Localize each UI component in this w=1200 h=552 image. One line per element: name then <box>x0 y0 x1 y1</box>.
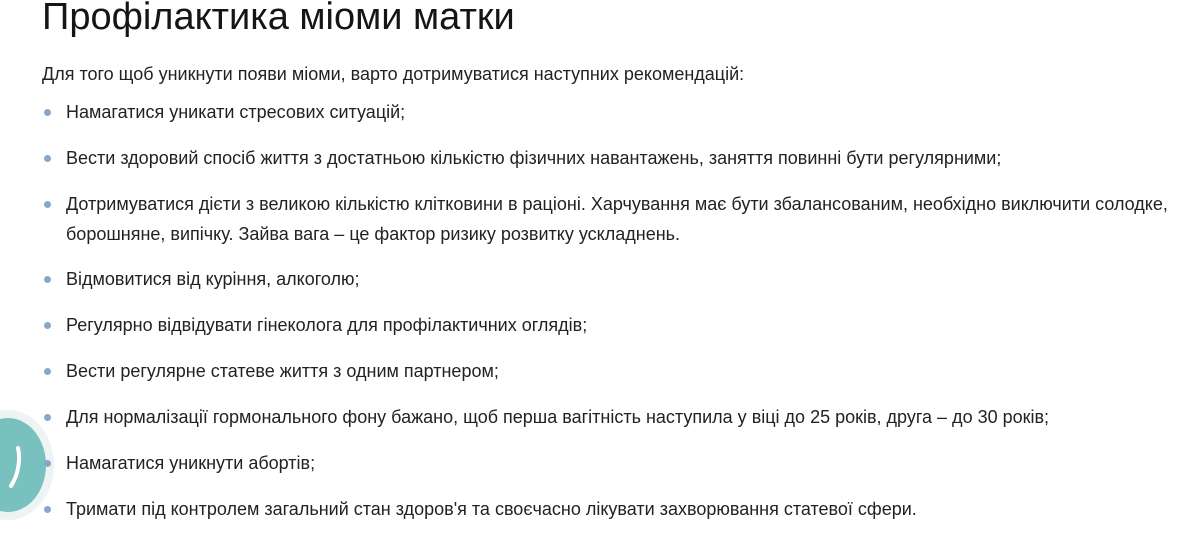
recommendation-item <box>42 356 1192 386</box>
recommendation-item <box>42 143 1192 173</box>
bullet-icon <box>44 414 51 421</box>
bullet-icon <box>44 368 51 375</box>
recommendation-text: Вести здоровий спосіб життя з достатньою кількістю фізичних навантажень, заняття повинні бути регулярними; <box>66 148 1002 168</box>
recommendation-text: Вести регулярне статеве життя з одним партнером; <box>66 361 499 381</box>
recommendation-item <box>42 264 1192 294</box>
recommendation-item <box>42 189 1192 249</box>
intro-text: Для того щоб уникнути появи міоми, варто дотримуватися наступних рекомендацій: <box>42 64 745 84</box>
recommendation-text: Тримати під контролем загальний стан здоров'я та своєчасно лікувати захворювання статевої сфери. <box>66 499 917 519</box>
page-title: Профілактика міоми матки <box>42 0 515 38</box>
bullet-icon <box>44 109 51 116</box>
bullet-icon <box>44 506 51 513</box>
bullet-icon <box>44 155 51 162</box>
recommendation-item <box>42 448 1192 478</box>
recommendation-item <box>42 310 1192 340</box>
recommendation-text: Намагатися уникнути абортів; <box>66 453 316 473</box>
bullet-icon <box>44 276 51 283</box>
bullet-icon <box>44 460 51 467</box>
recommendation-text: Намагатися уникати стресових ситуацій; <box>66 102 406 122</box>
recommendation-text: Регулярно відвідувати гінеколога для профілактичних оглядів; <box>66 315 588 335</box>
floating-contact-badge-inner[interactable] <box>0 418 46 512</box>
recommendation-item <box>42 402 1192 432</box>
recommendation-item <box>42 97 1192 127</box>
bullet-icon <box>44 201 51 208</box>
recommendation-text: Дотримуватися дієти з великою кількістю клітковини в раціоні. Харчування має бути збалансованим, необхідно виключити солодке, борошняне, випічку. Зайва вага – це фактор ризику розвитку ускладнень. <box>66 194 1168 244</box>
phone-icon <box>8 446 22 488</box>
recommendation-item <box>42 494 1192 524</box>
recommendation-text: Відмовитися від куріння, алкоголю; <box>66 269 360 289</box>
bullet-icon <box>44 322 51 329</box>
recommendation-text: Для нормалізації гормонального фону бажано, щоб перша вагітність наступила у віці до 25 років, друга – до 30 років; <box>66 407 1050 427</box>
